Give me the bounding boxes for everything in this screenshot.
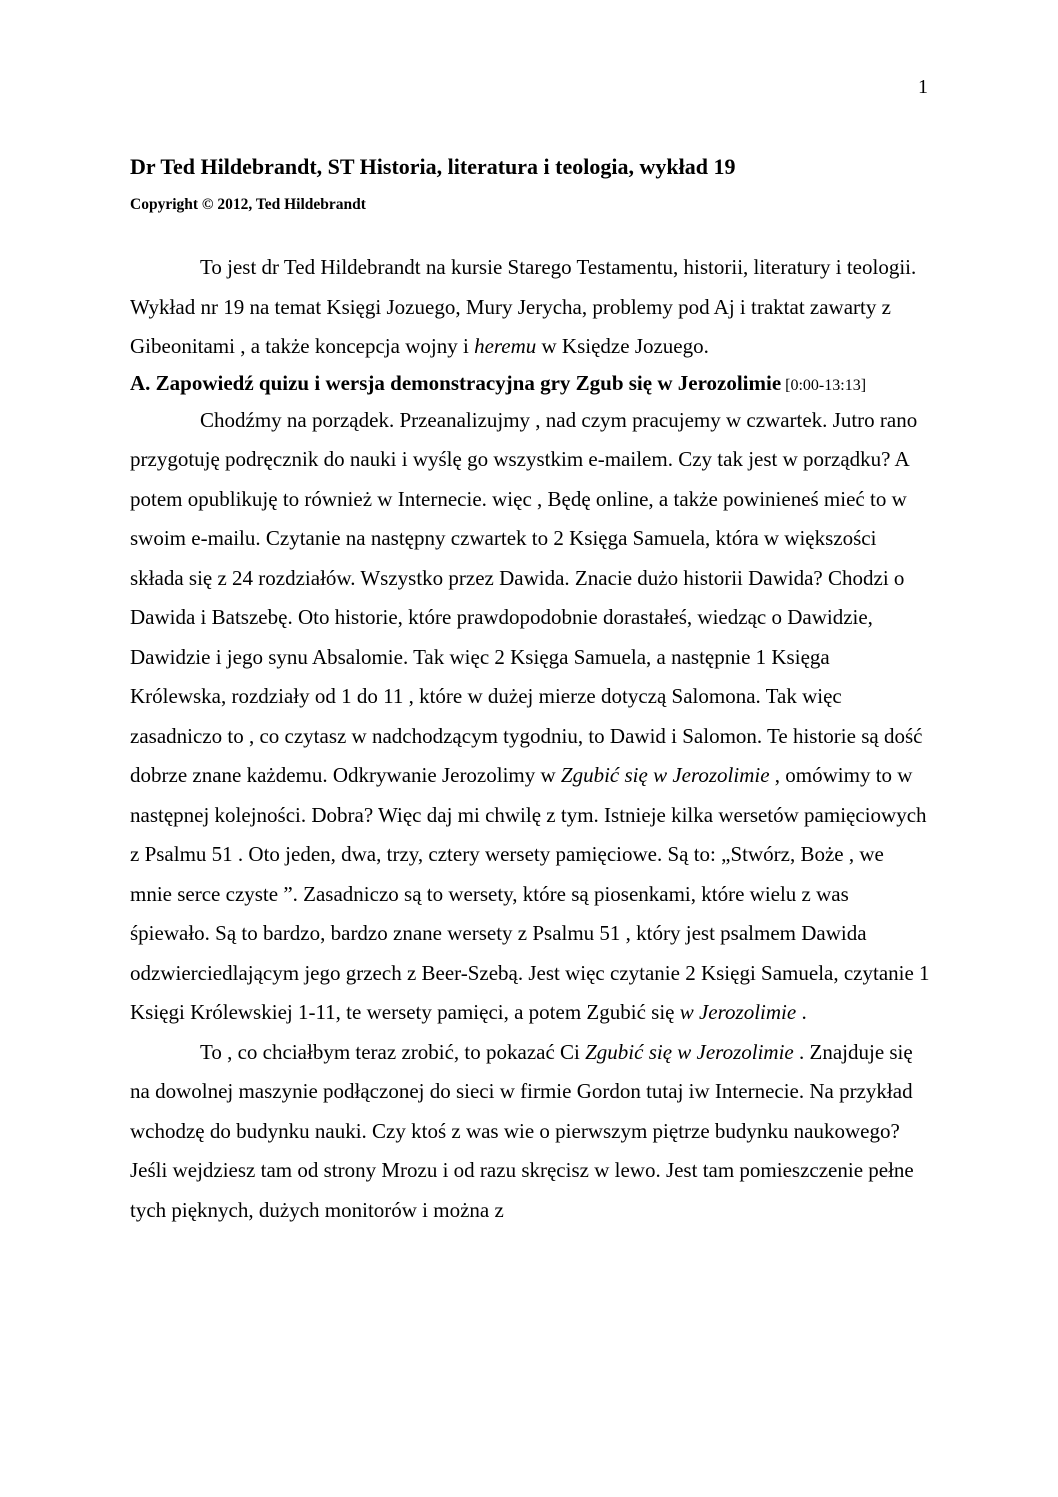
page-number: 1 — [918, 76, 928, 98]
intro-paragraph: To jest dr Ted Hildebrandt na kursie Starego Testamentu, historii, literatury i teologii. Wykład nr 19 na temat Księgi Jozuego, Mury Jerycha, problemy pod Aj i traktat zawarty z Gibeonitami , a także koncepcja wojny i heremu w Księdze Jozuego. — [130, 255, 917, 358]
copyright-line: Copyright © 2012, Ted Hildebrandt — [130, 196, 366, 213]
document-body — [130, 248, 930, 1230]
document-title: Dr Ted Hildebrandt, ST Historia, literatura i teologia, wykład 19 — [130, 154, 736, 179]
body-paragraph-1: Chodźmy na porządek. Przeanalizujmy , nad czym pracujemy w czwartek. Jutro rano przygotuję podręcznik do nauki i wyślę go wszystkim e-mailem. Czy tak jest w porządku? A potem opublikuję to również w Internecie. więc , Będę online, a także powinieneś mieć to w swoim e-mailu. Czytanie na następny czwartek to 2 Księga Samuela, która w większości składa się z 24 rozdziałów. Wszystko przez Dawida. Znacie dużo historii Dawida? Chodzi o Dawida i Batszebę. Oto historie, które prawdopodobnie dorastałeś, wiedząc o Dawidzie, Dawidzie i jego synu Absalomie. Tak więc 2 Księga Samuela, a następnie 1 Księga Królewska, rozdziały od 1 do 11 , które w dużej mierze dotyczą Salomona. Tak więc zasadniczo to , co czytasz w nadchodzącym tygodniu, to Dawid i Salomon. Te historie są dość dobrze znane każdemu. Odkrywanie Jerozolimy w Zgubić się w Jerozolimie , omówimy to w następnej kolejności. Dobra? Więc daj mi chwilę z tym. Istnieje kilka wersetów pamięciowych z Psalmu 51 . Oto jeden, dwa, trzy, cztery wersety pamięciowe. Są to: „Stwórz, Boże , we mnie serce czyste ”. Zasadniczo są to wersety, które są piosenkami, które wielu z was śpiewało. Są to bardzo, bardzo znane wersety z Psalmu 51 , który jest psalmem Dawida odzwierciedlającym jego grzech z Beer-Szebą. Jest więc czytanie 2 Księgi Samuela, czytanie 1 Księgi Królewskiej 1-11, te wersety pamięci, a potem Zgubić się w Jerozolimie . — [130, 407, 930, 1024]
section-heading: A. Zapowiedź quizu i wersja demonstracyjna gry Zgub się w Jerozolimie [0:00-13:13] — [130, 370, 867, 395]
body-paragraph-2: To , co chciałbym teraz zrobić, to pokazać Ci Zgubić się w Jerozolimie . Znajduje się na dowolnej maszynie podłączonej do sieci w firmie Gordon tutaj iw Internecie. Na przykład wchodzę do budynku nauki. Czy ktoś z was wie o pierwszym piętrze budynku naukowego? Jeśli wejdziesz tam od strony Mrozu i od razu skręcisz w lewo. Jest tam pomieszczenie pełne tych pięknych, dużych monitorów i można z — [130, 1039, 914, 1222]
section-timestamp: [0:00-13:13] — [781, 376, 867, 394]
intro-emphasis: heremu — [474, 334, 537, 358]
